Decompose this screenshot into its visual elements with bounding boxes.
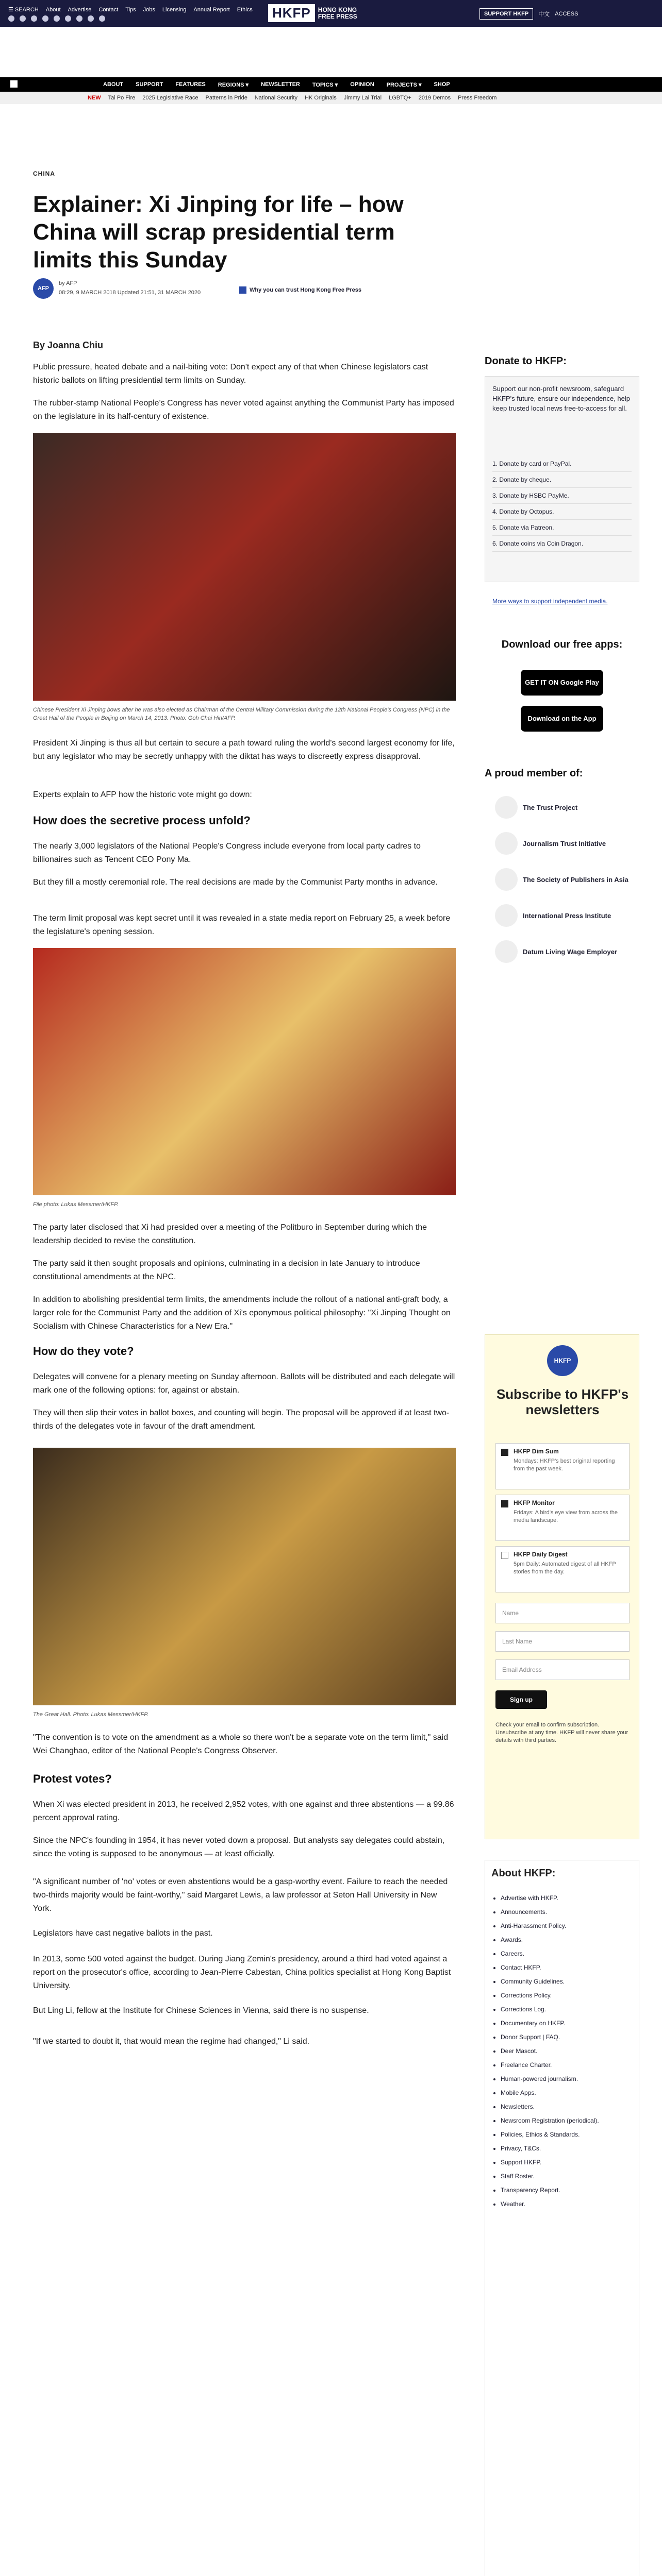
newsletter-option-dimsum[interactable]: HKFP Dim Sum Mondays: HKFP's best original reporting from the past week.: [495, 1443, 630, 1489]
about-link[interactable]: • Freelance Charter.: [501, 2058, 599, 2072]
about-link[interactable]: • Corrections Log.: [501, 2003, 599, 2016]
nav-item[interactable]: SHOP: [434, 81, 450, 88]
about-link[interactable]: • Careers.: [501, 1947, 599, 1961]
member-name: The Society of Publishers in Asia: [523, 875, 628, 884]
section-heading: How does the secretive process unfold?: [33, 814, 251, 827]
paragraph: The term limit proposal was kept secret until it was revealed in a state media report on February 25, a week before the legislature's opening session.: [33, 914, 451, 936]
member-logo[interactable]: [485, 902, 639, 929]
about-link[interactable]: About: [45, 6, 61, 13]
photo-caption: The Great Hall. Photo: Lukas Messmer/HKFP.: [33, 1711, 149, 1718]
paragraph: President Xi Jinping is thus all but certain to secure a path toward ruling the world's second largest economy for life, but any legislator who may be secretly unhappy with the diktat has ways to discreetly express disapproval.: [33, 739, 455, 761]
about-link[interactable]: • Weather.: [501, 2197, 599, 2211]
member-logo-icon: [495, 940, 518, 963]
hkfp-logo[interactable]: HKFP HONG KONG FREE PRESS: [268, 4, 357, 22]
trust-link[interactable]: Why you can trust Hong Kong Free Press: [239, 286, 361, 294]
paragraph: In addition to abolishing presidential term limits, the amendments include the rollout of a national anti-graft body, a larger role for the Communist Party and the addition of Xi's eponymous political philosophy: "Xi Jinping Thought on Socialism with Chinese Characteristics for a New Era.": [33, 1295, 451, 1331]
paragraph: But Ling Li, fellow at the Institute for Chinese Sciences in Vienna, said there is no suspense.: [33, 2006, 369, 2015]
paragraph: But they fill a mostly ceremonial role. The real decisions are made by the Communist Party months in advance.: [33, 878, 438, 887]
about-link[interactable]: • Contact HKFP.: [501, 1961, 599, 1975]
about-link[interactable]: • Awards.: [501, 1933, 599, 1947]
email-input[interactable]: Email Address: [495, 1659, 630, 1680]
section-heading: How do they vote?: [33, 1345, 134, 1358]
checkbox-unchecked-icon[interactable]: [501, 1552, 508, 1559]
newsletter-option-monitor[interactable]: HKFP Monitor Fridays: A bird's eye view from across the media landscape.: [495, 1495, 630, 1541]
annual-report-link[interactable]: Annual Report: [193, 6, 230, 13]
support-hkfp-button[interactable]: SUPPORT HKFP: [479, 8, 533, 20]
article-title: Explainer: Xi Jinping for life – how China will scrap presidential term limits this Sunday: [33, 192, 404, 273]
newsletter-note: Check your email to confirm subscription. Unsubscribe at any time. HKFP will never share your details with third parties.: [495, 1722, 628, 1743]
member-name: International Press Institute: [523, 911, 611, 920]
newsletter-title: Subscribe to HKFP's newsletters: [496, 1386, 629, 1417]
about-title: About HKFP:: [491, 1868, 556, 1879]
social-icons: [8, 15, 105, 22]
sub-nav-item[interactable]: Tai Po Fire: [108, 95, 136, 101]
nav-item[interactable]: OPINION: [350, 81, 374, 88]
youtube-icon[interactable]: [42, 15, 48, 22]
article-author: By Joanna Chiu: [33, 340, 104, 350]
sub-nav-item[interactable]: LGBTQ+: [389, 95, 411, 101]
about-link[interactable]: • Corrections Policy.: [501, 1989, 599, 2003]
member-title: A proud member of:: [485, 768, 583, 779]
photo-npc: [33, 948, 456, 1195]
about-link[interactable]: • Staff Roster.: [501, 2170, 599, 2183]
paragraph: "If we started to doubt it, that would mean the regime had changed," Li said.: [33, 2037, 310, 2046]
app-store-button[interactable]: Download on the App Store: [521, 706, 603, 732]
nav-item[interactable]: ABOUT: [103, 81, 124, 88]
member-logo-icon: [495, 832, 518, 855]
sub-nav-item[interactable]: Jimmy Lai Trial: [343, 95, 382, 101]
tips-link[interactable]: Tips: [125, 6, 136, 13]
sub-nav-item[interactable]: HK Originals: [304, 95, 337, 101]
member-logo-icon: [495, 868, 518, 891]
member-logo[interactable]: [485, 793, 639, 821]
donate-option[interactable]: 5. Donate via Patreon.: [492, 520, 632, 536]
byline-author[interactable]: by AFP: [59, 280, 77, 286]
google-play-button[interactable]: GET IT ON Google Play: [521, 670, 603, 696]
licensing-link[interactable]: Licensing: [162, 6, 187, 13]
advertise-link[interactable]: Advertise: [68, 6, 92, 13]
threads-icon[interactable]: [76, 15, 82, 22]
paragraph: The party later disclosed that Xi had presided over a meeting of the Politburo in September during which the leadership decided to revise the constitution.: [33, 1223, 427, 1245]
donate-option[interactable]: 1. Donate by card or PayPal.: [492, 456, 632, 472]
about-link[interactable]: • Documentary on HKFP.: [501, 2016, 599, 2030]
checkbox-checked-icon[interactable]: [501, 1500, 508, 1507]
about-box: [485, 1860, 639, 2576]
about-link[interactable]: • Anti-Harassment Policy.: [501, 1919, 599, 1933]
photo-caption: File photo: Lukas Messmer/HKFP.: [33, 1201, 119, 1208]
paragraph: Legislators have cast negative ballots in the past.: [33, 1929, 213, 1938]
sub-nav-item[interactable]: 2019 Demos: [418, 95, 451, 101]
photo-caption: Chinese President Xi Jinping bows after he was also elected as Chairman of the Central Military Commission during the 12th National People's Congress (NPC) in the Great Hall of the People in Beijing on March 14, 2013. Photo: Goh Chai Hin/AFP.: [33, 707, 450, 721]
publish-dates: 08:29, 9 MARCH 2018 Updated 21:51, 31 MARCH 2020: [59, 290, 201, 296]
nav-item[interactable]: FEATURES: [175, 81, 206, 88]
paragraph: Delegates will convene for a plenary meeting on Sunday afternoon. Ballots will be distributed and each delegate will mark one of the following options: for, against or abstain.: [33, 1372, 455, 1395]
nav-item[interactable]: TOPICS ▾: [312, 82, 338, 88]
rss-icon[interactable]: [99, 15, 105, 22]
more-ways-link[interactable]: More ways to support independent media.: [492, 598, 608, 605]
new-badge: NEW: [88, 95, 101, 101]
donate-option[interactable]: 6. Donate coins via Coin Dragon.: [492, 536, 632, 552]
donate-option[interactable]: 3. Donate by HSBC PayMe.: [492, 488, 632, 504]
newsletter-option-digest[interactable]: HKFP Daily Digest 5pm Daily: Automated digest of all HKFP stories from the day.: [495, 1546, 630, 1592]
sub-nav-item[interactable]: Patterns in Pride: [205, 95, 247, 101]
jobs-link[interactable]: Jobs: [143, 6, 155, 13]
chinese-link[interactable]: 中文: [538, 11, 550, 18]
byline: [33, 278, 456, 304]
about-link[interactable]: • Announcements.: [501, 1905, 599, 1919]
paragraph: When Xi was elected president in 2013, he received 2,952 votes, with one against and three abstentions — a 99.86 percent approval rating.: [33, 1800, 454, 1822]
nav-item[interactable]: SUPPORT: [136, 81, 163, 88]
paragraph: In 2013, some 500 voted against the budget. During Jiang Zemin's presidency, around a third had voted against a report on the prosecutor's office, according to Jean-Pierre Cabestan, China politics specialist at Hong Kong Baptist University.: [33, 1955, 451, 1990]
member-logo[interactable]: [485, 938, 639, 965]
about-link[interactable]: • Mobile Apps.: [501, 2086, 599, 2100]
nav-item[interactable]: REGIONS ▾: [218, 82, 249, 88]
member-logo[interactable]: [485, 866, 639, 893]
about-link[interactable]: • Privacy, T&Cs.: [501, 2142, 599, 2156]
instagram-icon[interactable]: [31, 15, 37, 22]
about-link[interactable]: • Newsletters.: [501, 2100, 599, 2114]
ethics-link[interactable]: Ethics: [237, 6, 253, 13]
avatar: AFP: [33, 278, 54, 299]
apps-title: Download our free apps:: [501, 639, 623, 650]
accessibility-link[interactable]: ACCESS: [555, 11, 578, 17]
search-link[interactable]: ☰ SEARCH: [8, 7, 39, 13]
about-link[interactable]: • Newsroom Registration (periodical).: [501, 2114, 599, 2128]
photo-xi-jinping: [33, 433, 456, 701]
bluesky-icon[interactable]: [88, 15, 94, 22]
about-link[interactable]: • Policies, Ethics & Standards.: [501, 2128, 599, 2142]
member-logo-icon: [495, 796, 518, 819]
paragraph: The party said it then sought proposals and opinions, culminating in a decision in late January to introduce constitutional amendments at the NPC.: [33, 1259, 420, 1281]
donate-options: [492, 456, 632, 552]
facebook-icon[interactable]: [8, 15, 14, 22]
nav-item[interactable]: NEWSLETTER: [261, 81, 300, 88]
paragraph: They will then slip their votes in ballot boxes, and counting will begin. The proposal will be approved if at least two-thirds of the delegates vote in favour of the draft amendment.: [33, 1409, 450, 1431]
about-link[interactable]: • Advertise with HKFP.: [501, 1891, 599, 1905]
paragraph: The rubber-stamp National People's Congress has never voted against anything the Communist Party has imposed on the legislature in its half-century of existence.: [33, 399, 454, 421]
checkbox-checked-icon[interactable]: [501, 1449, 508, 1456]
paragraph: Experts explain to AFP how the historic vote might go down:: [33, 790, 252, 799]
x-icon[interactable]: [20, 15, 26, 22]
first-name-input[interactable]: Name: [495, 1603, 630, 1623]
main-nav: [0, 77, 662, 92]
paragraph: The nearly 3,000 legislators of the National People's Congress include everyone from local party cadres to billionaires such as Tencent CEO Pony Ma.: [33, 842, 421, 864]
about-link[interactable]: • Transparency Report.: [501, 2183, 599, 2197]
trust-icon: [239, 286, 246, 294]
contact-link[interactable]: Contact: [98, 6, 119, 13]
about-link[interactable]: • Community Guidelines.: [501, 1975, 599, 1989]
sub-nav-item[interactable]: 2025 Legislative Race: [142, 95, 198, 101]
last-name-input[interactable]: Last Name: [495, 1631, 630, 1652]
donate-text[interactable]: Support our non-profit newsroom, safeguard HKFP's future, ensure our independence, help keep trusted local news free-to-access for all.: [492, 385, 630, 412]
linkedin-icon[interactable]: [54, 15, 60, 22]
top-bar: [0, 0, 662, 27]
member-name: Journalism Trust Initiative: [523, 839, 606, 848]
member-logo-icon: [495, 904, 518, 927]
paragraph: "The convention is to vote on the amendment as a whole so there won't be a separate vote on the term limit," said Wei Changhao, editor of the National People's Congress Observer.: [33, 1733, 449, 1755]
sub-nav-item[interactable]: National Security: [254, 95, 297, 101]
sub-nav-item[interactable]: Press Freedom: [458, 95, 497, 101]
donate-option[interactable]: 2. Donate by cheque.: [492, 472, 632, 488]
donate-option[interactable]: 4. Donate by Octopus.: [492, 504, 632, 520]
photo-great-hall: [33, 1448, 456, 1705]
sub-nav: [0, 92, 662, 104]
member-name: Datum Living Wage Employer: [523, 947, 617, 956]
member-name: The Trust Project: [523, 803, 578, 811]
home-icon[interactable]: [10, 80, 18, 88]
about-link[interactable]: • Deer Mascot.: [501, 2044, 599, 2058]
section-heading: Protest votes?: [33, 1772, 112, 1785]
paragraph: Public pressure, heated debate and a nail-biting vote: Don't expect any of that when Chinese legislators cast historic ballots on lifting presidential term limits on Sunday.: [33, 363, 428, 385]
hkfp-badge: HKFP: [547, 1345, 578, 1376]
telegram-icon[interactable]: [65, 15, 71, 22]
about-link[interactable]: • Donor Support | FAQ.: [501, 2030, 599, 2044]
paragraph: Since the NPC's founding in 1954, it has never voted down a proposal. But analysts say delegates could abstain, since the voting is supposed to be anonymous — at least officially.: [33, 1836, 445, 1858]
about-link[interactable]: • Support HKFP.: [501, 2156, 599, 2170]
paragraph: "A significant number of 'no' votes or even abstentions would be a gasp-worthy event. Failure to reach the needed two-thirds majority would be faint-worthy," said Margaret Lewis, a law professor at Seton Hall University in New York.: [33, 1877, 448, 1913]
newsletter-box: [485, 1334, 639, 1839]
nav-item[interactable]: PROJECTS ▾: [386, 82, 422, 88]
donate-title: Donate to HKFP:: [485, 355, 567, 367]
about-link[interactable]: • Human-powered journalism.: [501, 2072, 599, 2086]
signup-button[interactable]: Sign up: [495, 1690, 547, 1709]
category-label[interactable]: CHINA: [33, 170, 55, 177]
member-logo[interactable]: [485, 829, 639, 857]
